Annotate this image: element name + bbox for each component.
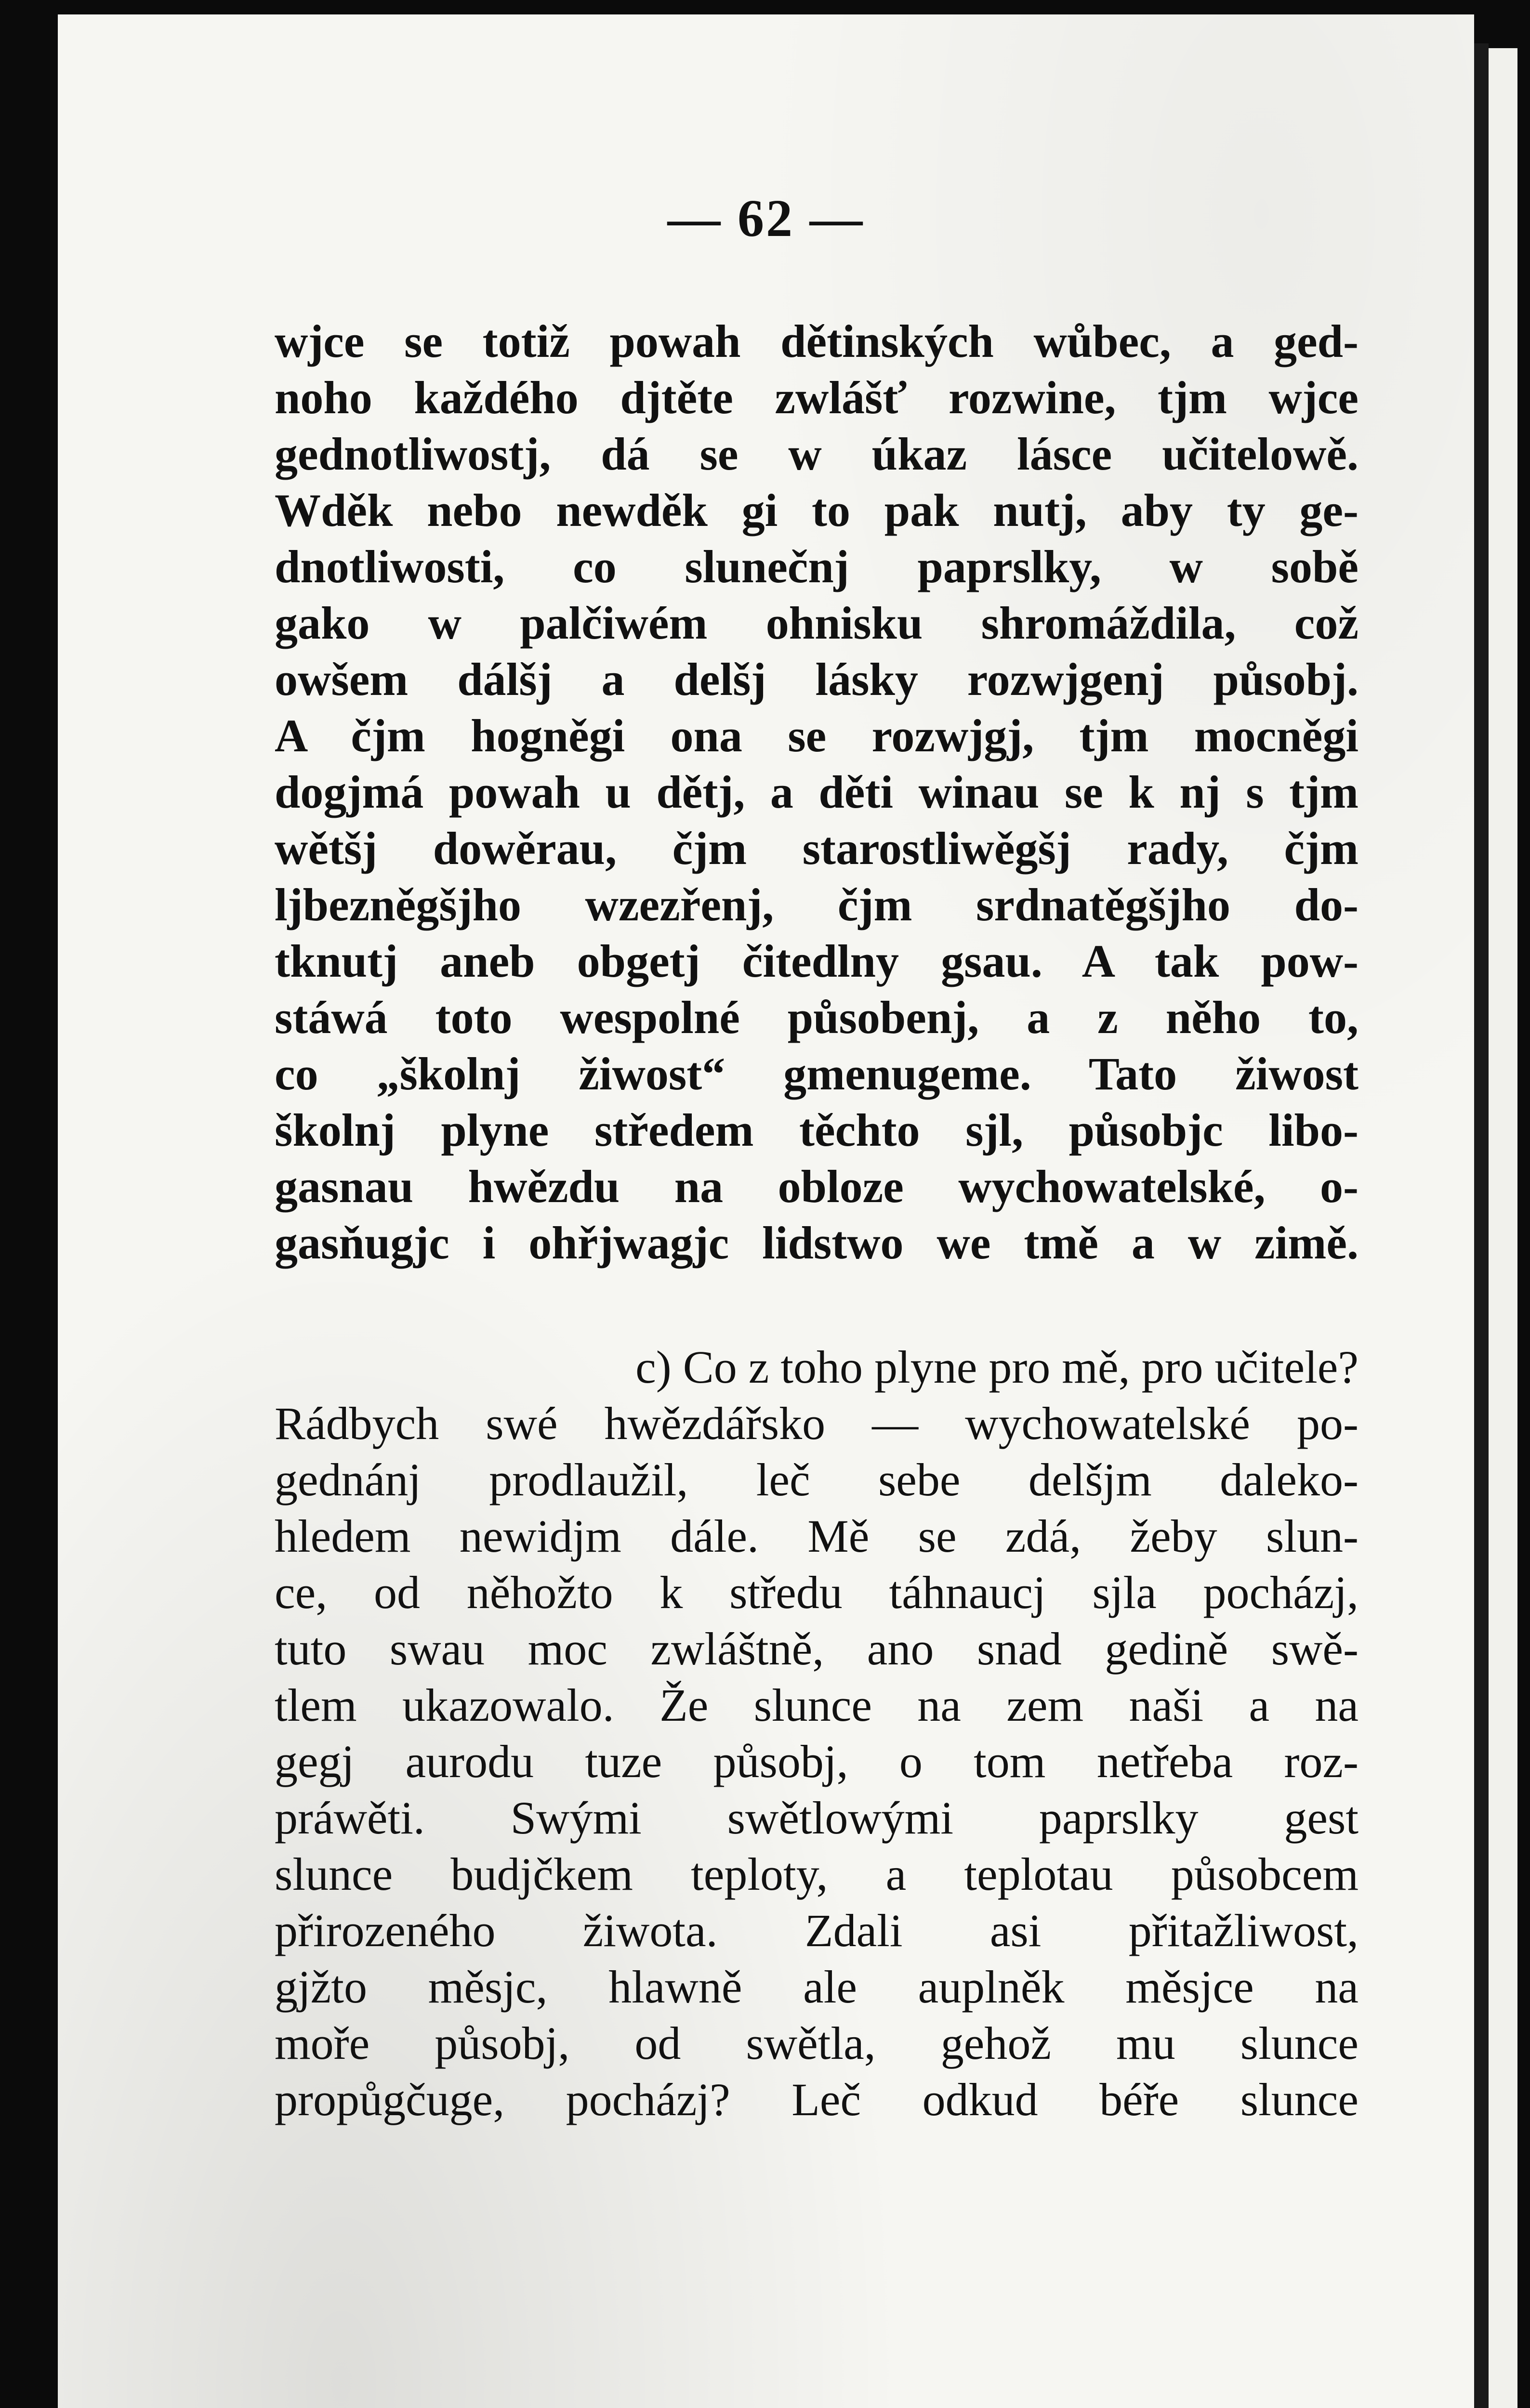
- text-line: c) Co z toho plyne pro mě, pro učitele?: [635, 1341, 1359, 1393]
- text-line: gednotliwostj, dá se w úkaz lásce učitelowě.: [275, 428, 1359, 480]
- text-line: stáwá toto wespolné působenj, a z něho to,: [275, 992, 1359, 1043]
- text-line: ljbezněgšjho wzezřenj, čjm srdnatěgšjho do-: [275, 879, 1359, 930]
- text-line: přirozeného žiwota. Zdali asi přitažliwost,: [275, 1905, 1359, 1956]
- text-line: gako w palčiwém ohnisku shromáždila, což: [275, 597, 1359, 649]
- scan-edge-dark: [1474, 43, 1489, 2408]
- text-line: ce, od něhožto k středu táhnaucj sjla pocházj,: [275, 1567, 1359, 1618]
- text-line: dnotliwosti, co slunečnj paprslky, w sobě: [275, 541, 1359, 592]
- text-line: dogjmá powah u dětj, a děti winau se k nj s tjm: [275, 766, 1359, 818]
- scan-edge-light: [1489, 48, 1517, 2408]
- text-line: co „školnj žiwost“ gmenugeme. Tato žiwost: [275, 1048, 1359, 1099]
- text-line: noho každého djtěte zwlášť rozwine, tjm wjce: [275, 372, 1359, 423]
- text-line: slunce budjčkem teploty, a teplotau působcem: [275, 1848, 1359, 1900]
- paragraph-1: [275, 313, 1359, 1271]
- text-line: gjžto měsjc, hlawně ale auplněk měsjce na: [275, 1961, 1359, 2013]
- text-line: gegj aurodu tuze působj, o tom netřeba roz-: [275, 1736, 1359, 1787]
- text-line: moře působj, od swětla, gehož mu slunce: [275, 2017, 1359, 2069]
- text-line: gednánj prodlaužil, leč sebe delšjm daleko-: [275, 1454, 1359, 1505]
- text-line: práwěti. Swými swětlowými paprslky gest: [275, 1792, 1359, 1844]
- text-line: gasnau hwězdu na obloze wychowatelské, o-: [275, 1161, 1359, 1212]
- text-line: gasňugjc i ohřjwagjc lidstwo we tmě a w zimě.: [275, 1217, 1359, 1269]
- text-line: školnj plyne středem těchto sjl, působjc libo-: [275, 1104, 1359, 1156]
- page-number: — 62 —: [667, 189, 865, 248]
- text-line: A čjm hogněgi ona se rozwjgj, tjm mocněgi: [275, 710, 1359, 761]
- text-line: Wděk nebo newděk gi to pak nutj, aby ty ge-: [275, 484, 1359, 536]
- text-line: tlem ukazowalo. Že slunce na zem naši a na: [275, 1679, 1359, 1731]
- text-line: Rádbych swé hwězdářsko — wychowatelské po-: [275, 1398, 1359, 1449]
- text-line: tknutj aneb obgetj čitedlny gsau. A tak pow-: [275, 935, 1359, 987]
- text-line: hledem newidjm dále. Mě se zdá, žeby slun-: [275, 1510, 1359, 1562]
- text-line: owšem dálšj a delšj lásky rozwjgenj působj.: [275, 654, 1359, 705]
- book-page: [58, 14, 1474, 2408]
- text-line: tuto swau moc zwláštně, ano snad gedině swě-: [275, 1623, 1359, 1675]
- paragraph-2: [275, 1339, 1359, 2128]
- text-line: wjce se totiž powah dětinských wůbec, a ged-: [275, 315, 1359, 367]
- text-line: propůgčuge, pocházj? Leč odkud béře slunce: [275, 2074, 1359, 2125]
- text-line: wětšj dowěrau, čjm starostliwěgšj rady, čjm: [275, 823, 1359, 874]
